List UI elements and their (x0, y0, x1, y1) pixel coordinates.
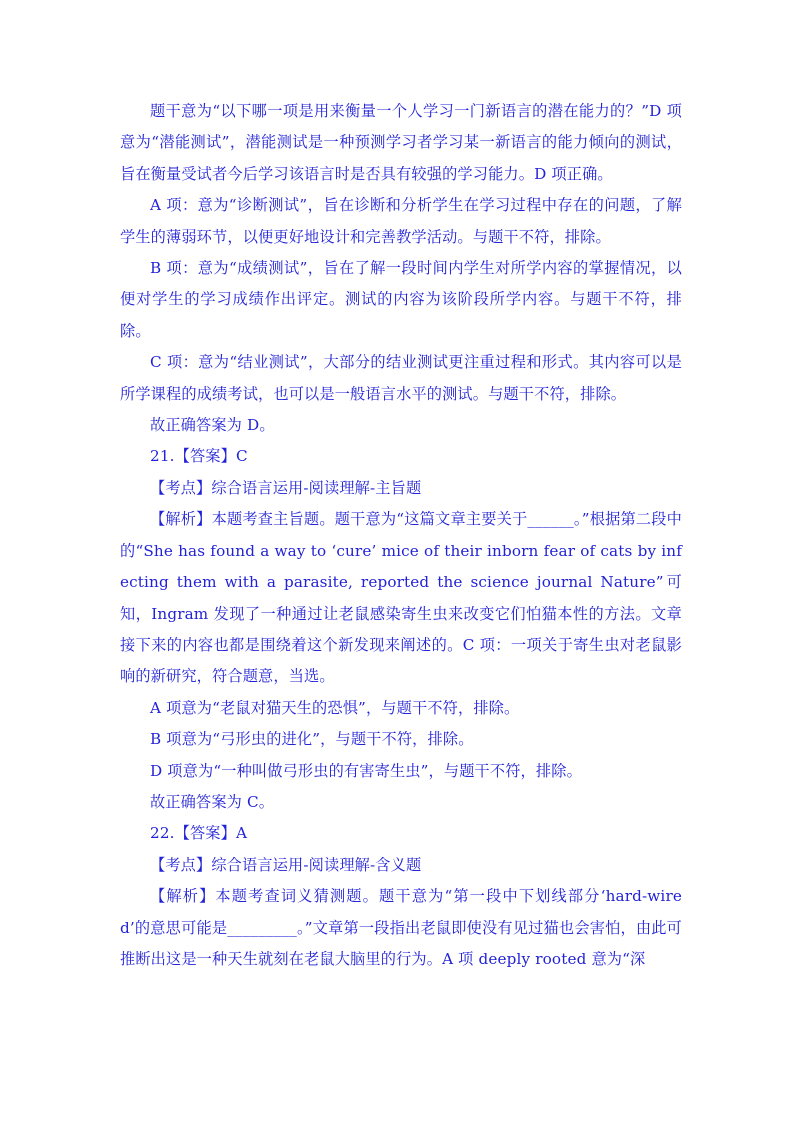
document-body (120, 96, 682, 975)
paragraph-q21-answer: 21.【答案】C (150, 447, 248, 466)
paragraph-question-intro: 题干意为“以下哪一项是用来衡量一个人学习一门新语言的潜在能力的？”D 项意为“潜能测试”，潜能测试是一种预测学习者学习某一新语言的能力倾向的测试，旨在衡量受试者今后学习该语言时是否具有较强的学习能力。D 项正确。 (120, 102, 682, 183)
paragraph-answer-21: 故正确答案为 C。 (150, 792, 275, 811)
paragraph-option-c: C 项：意为“结业测试”，大部分的结业测试更注重过程和形式。其内容可以是所学课程的成绩考试，也可以是一般语言水平的测试。与题干不符，排除。 (120, 353, 682, 403)
paragraph-q22-answer: 22.【答案】A (150, 824, 248, 843)
paragraph-q21-option-b: B 项意为“弓形虫的进化”，与题干不符，排除。 (150, 730, 474, 749)
paragraph-q21-option-a: A 项意为“老鼠对猫天生的恐惧”，与题干不符，排除。 (150, 698, 520, 717)
paragraph-q22-analysis: 【解析】本题考查词义猜测题。题干意为“第一段中下划线部分‘hard-wired’的意思可能是_________。”文章第一段指出老鼠即使没有见过猫也会害怕，由此可推断出这是一种天生就刻在老鼠大脑里的行为。A 项 deeply rooted 意为“深 (120, 887, 682, 968)
paragraph-option-b: B 项：意为“成绩测试”，旨在了解一段时间内学生对所学内容的掌握情况，以便对学生的学习成绩作出评定。测试的内容为该阶段所学内容。与题干不符，排除。 (120, 259, 682, 340)
paragraph-answer-20: 故正确答案为 D。 (150, 416, 275, 435)
paragraph-q21-analysis: 【解析】本题考查主旨题。题干意为“这篇文章主要关于______。”根据第二段中的“She has found a way to ‘cure’ mice of their inborn fear of cats by infecting them with a parasite, reported the science journal Nature”可知，Ingram 发现了一种通过让老鼠感染寄生虫来改变它们怕猫本性的方法。文章接下来的内容也都是围绕着这个新发现来阐述的。C 项：一项关于寄生虫对老鼠影响的新研究，符合题意，当选。 (120, 510, 682, 686)
paragraph-q22-topic: 【考点】综合语言运用-阅读理解-含义题 (150, 855, 422, 874)
paragraph-q21-topic: 【考点】综合语言运用-阅读理解-主旨题 (150, 478, 422, 497)
paragraph-option-a: A 项：意为“诊断测试”，旨在诊断和分析学生在学习过程中存在的问题，了解学生的薄弱环节，以便更好地设计和完善教学活动。与题干不符，排除。 (120, 196, 682, 246)
paragraph-q21-option-d: D 项意为“一种叫做弓形虫的有害寄生虫”，与题干不符，排除。 (150, 761, 582, 780)
